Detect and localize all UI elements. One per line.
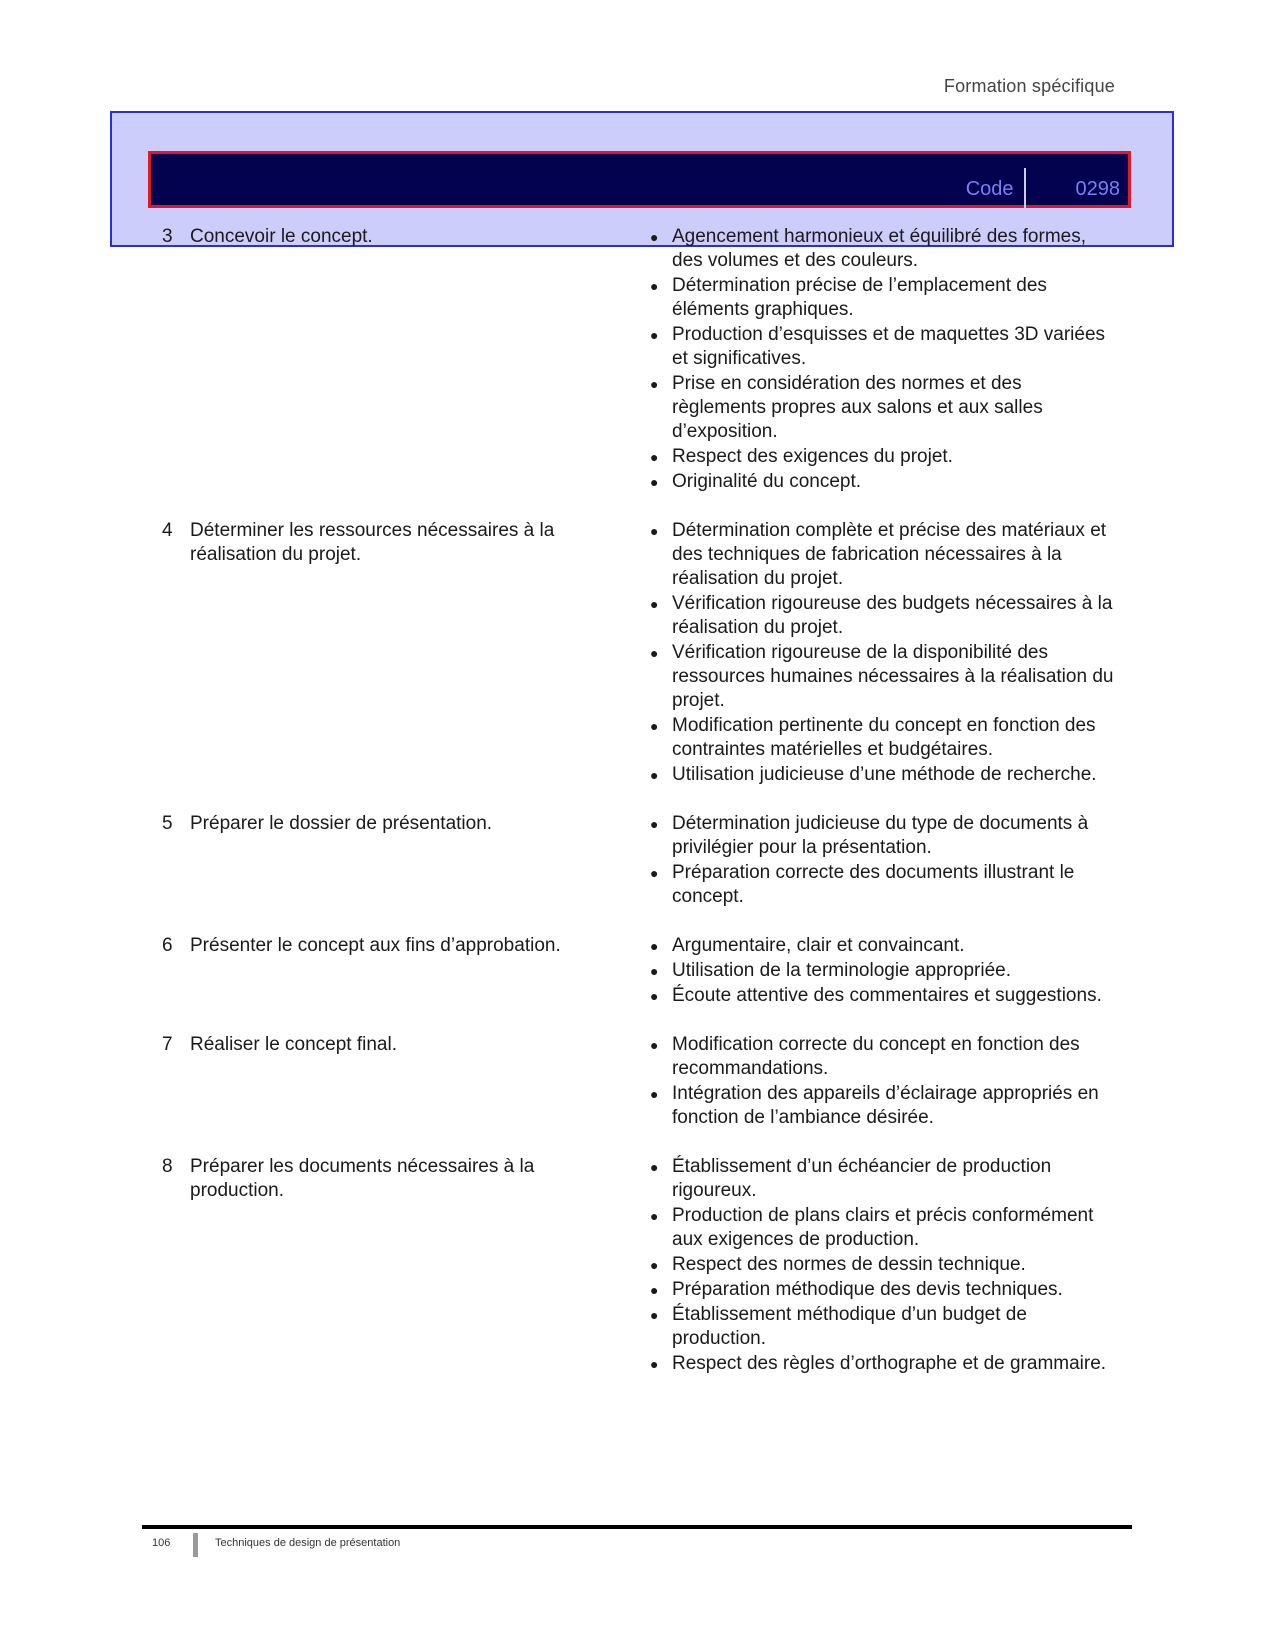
bullet-icon: ● xyxy=(650,523,659,539)
bullet-icon: ● xyxy=(650,865,659,881)
criterion-item xyxy=(650,372,1120,444)
code-separator xyxy=(1024,168,1026,210)
criterion-item xyxy=(650,861,1120,909)
criterion-text: Détermination complète et précise des matériaux et des techniques de fabrication nécessaires à la réalisation du projet. xyxy=(672,520,1107,589)
step-row xyxy=(162,934,1132,1009)
criterion-text: Établissement méthodique d’un budget de production. xyxy=(672,1304,1027,1349)
criterion-text: Originalité du concept. xyxy=(672,471,862,492)
code-field xyxy=(966,168,1120,210)
criterion-item xyxy=(650,225,1120,273)
criterion-text: Argumentaire, clair et convaincant. xyxy=(672,935,965,956)
criterion-item xyxy=(650,592,1120,640)
bullet-icon: ● xyxy=(650,376,659,392)
bullet-icon: ● xyxy=(650,988,659,1004)
criterion-text: Respect des normes de dessin technique. xyxy=(672,1254,1026,1275)
criterion-text: Préparation méthodique des devis techniques. xyxy=(672,1279,1063,1300)
step-cell xyxy=(162,934,650,958)
criterion-text: Production de plans clairs et précis conformément aux exigences de production. xyxy=(672,1205,1094,1250)
criterion-item xyxy=(650,1082,1120,1130)
criterion-item xyxy=(650,1204,1120,1252)
step-number: 5 xyxy=(162,813,173,834)
step-text: Concevoir le concept. xyxy=(190,226,373,247)
criterion-item xyxy=(650,1253,1120,1277)
criterion-item xyxy=(650,959,1120,983)
criterion-item xyxy=(650,1155,1120,1203)
bullet-icon: ● xyxy=(650,327,659,343)
step-number: 3 xyxy=(162,226,173,247)
criterion-text: Respect des règles d’orthographe et de grammaire. xyxy=(672,1353,1107,1374)
step-text: Préparer les documents nécessaires à la production. xyxy=(190,1156,535,1201)
code-value: 0298 xyxy=(1075,177,1120,200)
criterion-text: Respect des exigences du projet. xyxy=(672,446,953,467)
step-number: 7 xyxy=(162,1034,173,1055)
criterion-item xyxy=(650,470,1120,494)
criterion-text: Modification pertinente du concept en fonction des contraintes matérielles et budgétaires. xyxy=(672,715,1096,760)
bullet-icon: ● xyxy=(650,1257,659,1273)
step-row xyxy=(162,225,1132,495)
criteria-list xyxy=(650,1155,1120,1377)
footer-document-title: Techniques de design de présentation xyxy=(215,1537,401,1549)
criterion-text: Préparation correcte des documents illustrant le concept. xyxy=(672,862,1075,907)
step-number: 8 xyxy=(162,1156,173,1177)
code-bar xyxy=(148,151,1131,208)
criterion-item xyxy=(650,763,1120,787)
steps-table xyxy=(162,225,1132,1401)
criteria-list xyxy=(650,519,1120,788)
criterion-item xyxy=(650,445,1120,469)
criterion-item xyxy=(650,641,1120,713)
bullet-icon: ● xyxy=(650,596,659,612)
section-label: Formation spécifique xyxy=(943,76,1115,96)
criterion-text: Vérification rigoureuse des budgets nécessaires à la réalisation du projet. xyxy=(672,593,1113,638)
bullet-icon: ● xyxy=(650,718,659,734)
criteria-list xyxy=(650,225,1120,495)
criteria-list xyxy=(650,812,1120,910)
criterion-item xyxy=(650,1278,1120,1302)
bullet-icon: ● xyxy=(650,767,659,783)
bullet-icon: ● xyxy=(650,1282,659,1298)
criterion-text: Production d’esquisses et de maquettes 3D variées et significatives. xyxy=(672,324,1106,369)
step-cell xyxy=(162,812,650,836)
footer-page-number: 106 xyxy=(152,1537,171,1549)
step-row xyxy=(162,1033,1132,1131)
criterion-text: Détermination judicieuse du type de documents à privilégier pour la présentation. xyxy=(672,813,1089,858)
criterion-text: Établissement d’un échéancier de production rigoureux. xyxy=(672,1156,1052,1201)
criterion-item xyxy=(650,934,1120,958)
criterion-text: Écoute attentive des commentaires et suggestions. xyxy=(672,985,1102,1006)
bullet-icon: ● xyxy=(650,1159,659,1175)
bullet-icon: ● xyxy=(650,474,659,490)
bullet-icon: ● xyxy=(650,229,659,245)
step-row xyxy=(162,1155,1132,1377)
step-text: Préparer le dossier de présentation. xyxy=(190,813,493,834)
criteria-list xyxy=(650,934,1120,1009)
step-number: 4 xyxy=(162,520,173,541)
footer-rule xyxy=(142,1525,1132,1529)
bullet-icon: ● xyxy=(650,816,659,832)
step-row xyxy=(162,812,1132,910)
bullet-icon: ● xyxy=(650,278,659,294)
bullet-icon: ● xyxy=(650,963,659,979)
step-cell xyxy=(162,519,650,567)
step-text: Déterminer les ressources nécessaires à la réalisation du projet. xyxy=(190,520,555,565)
step-text: Réaliser le concept final. xyxy=(190,1034,397,1055)
criterion-item xyxy=(650,1303,1120,1351)
criterion-text: Agencement harmonieux et équilibré des formes, des volumes et des couleurs. xyxy=(672,226,1087,271)
criterion-text: Utilisation judicieuse d’une méthode de recherche. xyxy=(672,764,1097,785)
step-number: 6 xyxy=(162,935,173,956)
step-row xyxy=(162,519,1132,788)
bullet-icon: ● xyxy=(650,1037,659,1053)
bullet-icon: ● xyxy=(650,645,659,661)
step-text: Présenter le concept aux fins d’approbation. xyxy=(190,935,561,956)
bullet-icon: ● xyxy=(650,1356,659,1372)
criterion-item xyxy=(650,323,1120,371)
step-cell xyxy=(162,225,650,249)
criteria-list xyxy=(650,1033,1120,1131)
bullet-icon: ● xyxy=(650,1208,659,1224)
footer-separator xyxy=(193,1533,198,1557)
criterion-item xyxy=(650,812,1120,860)
bullet-icon: ● xyxy=(650,938,659,954)
step-cell xyxy=(162,1155,650,1203)
criterion-text: Modification correcte du concept en fonction des recommandations. xyxy=(672,1034,1080,1079)
criterion-item xyxy=(650,1352,1120,1376)
criterion-text: Détermination précise de l’emplacement des éléments graphiques. xyxy=(672,275,1047,320)
criterion-text: Vérification rigoureuse de la disponibilité des ressources humaines nécessaires à la réalisation du projet. xyxy=(672,642,1114,711)
criterion-text: Intégration des appareils d’éclairage appropriés en fonction de l’ambiance désirée. xyxy=(672,1083,1099,1128)
criterion-item xyxy=(650,984,1120,1008)
criterion-item xyxy=(650,519,1120,591)
criterion-text: Utilisation de la terminologie appropriée. xyxy=(672,960,1012,981)
criterion-text: Prise en considération des normes et des règlements propres aux salons et aux salles d’exposition. xyxy=(672,373,1043,442)
criterion-item xyxy=(650,714,1120,762)
bullet-icon: ● xyxy=(650,1307,659,1323)
step-cell xyxy=(162,1033,650,1057)
bullet-icon: ● xyxy=(650,449,659,465)
bullet-icon: ● xyxy=(650,1086,659,1102)
criterion-item xyxy=(650,1033,1120,1081)
code-label: Code xyxy=(965,177,1014,200)
criterion-item xyxy=(650,274,1120,322)
